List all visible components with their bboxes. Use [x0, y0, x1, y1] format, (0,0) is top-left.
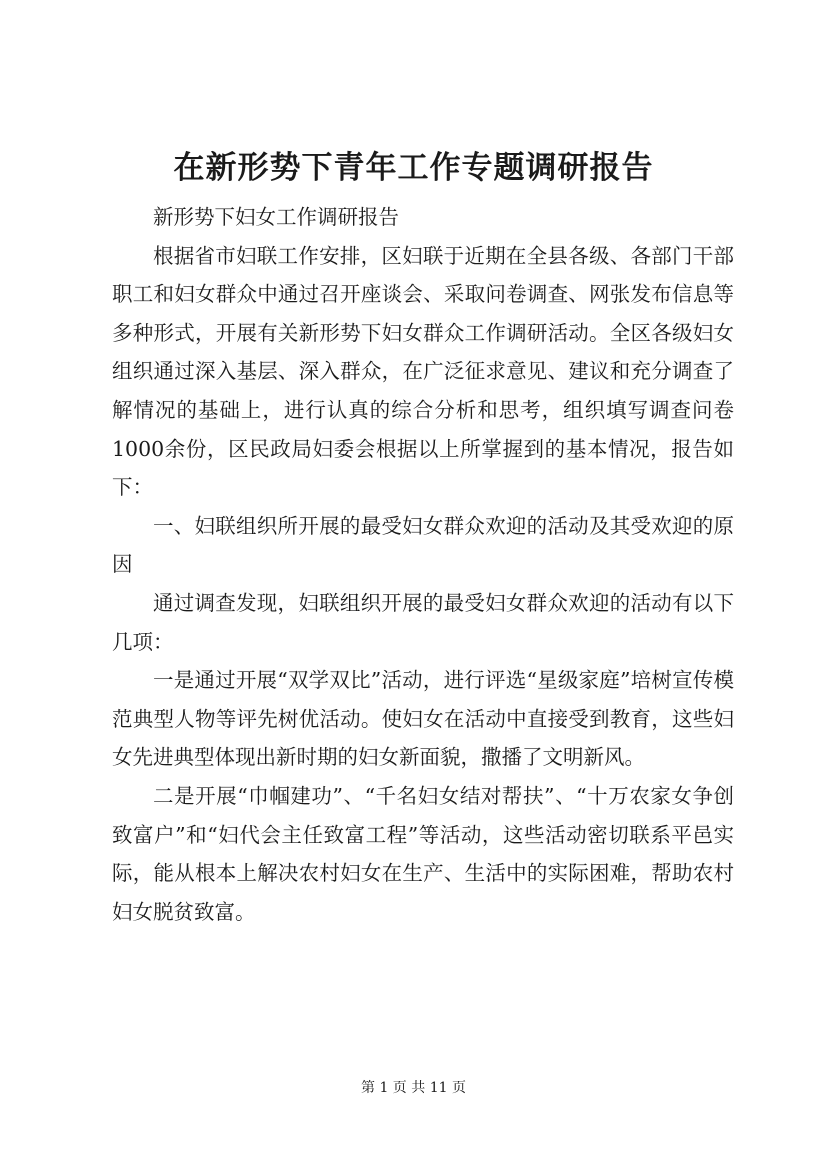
paragraph-intro: 根据省市妇联工作安排，区妇联于近期在全县各级、各部门干部职工和妇女群众中通过召开座谈会、采取问卷调查、网张发布信息等多种形式，开展有关新形势下妇女群众工作调研活动。全区各级妇女组织通过深入基层、深入群众，在广泛征求意见、建议和充分调查了解情况的基础上，进行认真的综合分析和思考，组织填写调查问卷1000余份，区民政局妇委会根据以上所掌握到的基本情况，报告如下：	[112, 243, 734, 500]
paragraph-item-one: 一是通过开展“双学双比”活动，进行评选“星级家庭”培树宣传模范典型人物等评先树优活动。使妇女在活动中直接受到教育，这些妇女先进典型体现出新时期的妇女新面貌，撒播了文明新风。	[112, 668, 734, 770]
document-body	[112, 198, 734, 931]
paragraph-item-two: 二是开展“巾帼建功”、“千名妇女结对帮扶”、“十万农家女争创致富户”和“妇代会主任致富工程”等活动，这些活动密切联系平邑实际，能从根本上解决农村妇女在生产、生活中的实际困难，帮助农村妇女脱贫致富。	[112, 783, 734, 924]
page-footer: 第 1 页 共 11 页	[361, 1080, 466, 1096]
paragraph-subtitle: 新形势下妇女工作调研报告	[153, 205, 399, 229]
document-title: 在新形势下青年工作专题调研报告	[173, 150, 654, 186]
paragraph-findings-intro: 通过调查发现，妇联组织开展的最受妇女群众欢迎的活动有以下几项：	[112, 590, 734, 654]
paragraph-section-heading: 一、妇联组织所开展的最受妇女群众欢迎的活动及其受欢迎的原因	[112, 513, 734, 577]
